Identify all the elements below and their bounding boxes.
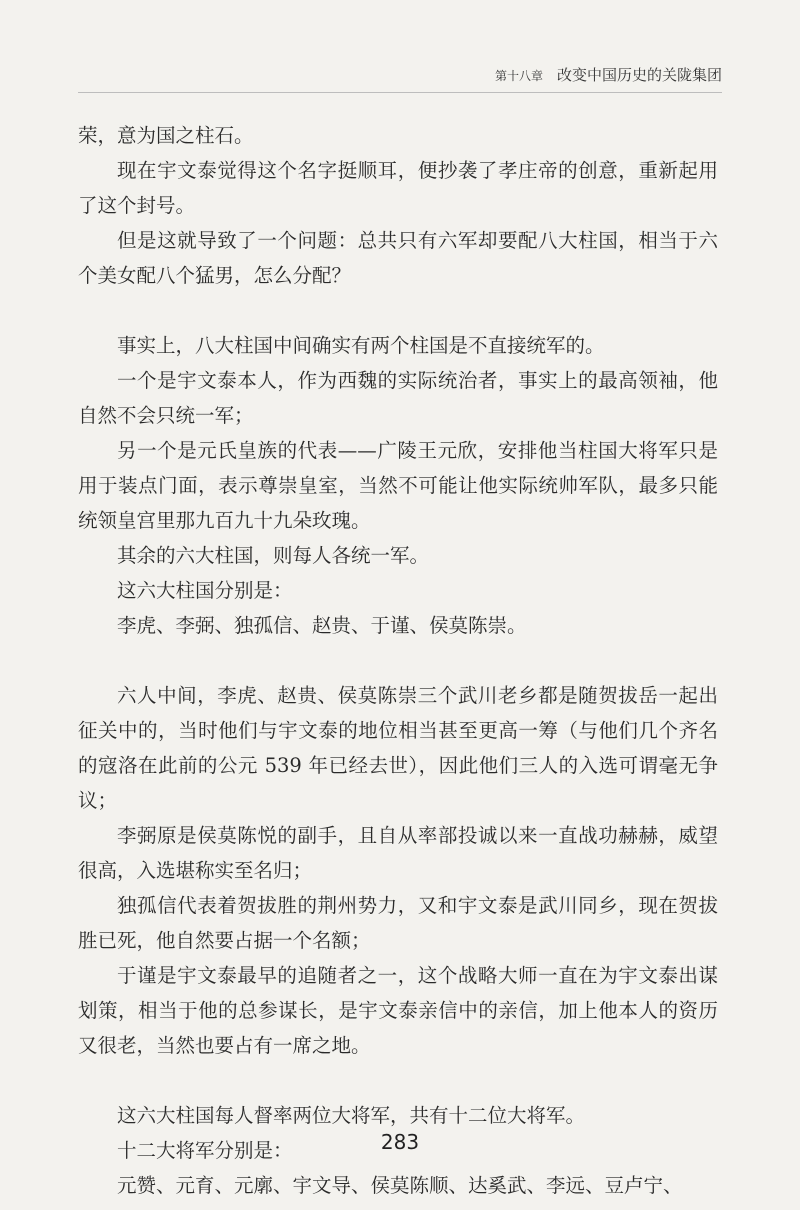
paragraph-7: 其余的六大柱国，则每人各统一军。 — [117, 544, 430, 567]
chapter-label: 第十八章 — [494, 69, 543, 83]
paragraph-12: 独孤信代表着贺拔胜的荆州势力，又和宇文泰是武川同乡，现在贺拔胜已死，他自然要占据一个名额； — [78, 894, 718, 952]
paragraph-5: 一个是宇文泰本人，作为西魏的实际统治者，事实上的最高领袖，他自然不会只统一军； — [78, 369, 718, 427]
paragraph-4: 事实上，八大柱国中间确实有两个柱国是不直接统军的。 — [117, 334, 605, 357]
book-title: 改变中国历史的关陇集团 — [556, 66, 722, 84]
paragraph-9: 李虎、李弼、独孤信、赵贵、于谨、侯莫陈崇。 — [117, 614, 527, 637]
paragraph-10: 六人中间，李虎、赵贵、侯莫陈崇三个武川老乡都是随贺拔岳一起出征关中的，当时他们与宇文泰的地位相当甚至更高一筹（与他们几个齐名的寇洛在此前的公元 539 年已经去世），因此他们三人的入选可谓毫无争议； — [78, 684, 718, 812]
paragraph-14: 这六大柱国每人督率两位大将军，共有十二位大将军。 — [117, 1104, 586, 1127]
running-header — [495, 64, 722, 85]
paragraph-2: 现在宇文泰觉得这个名字挺顺耳，便抄袭了孝庄帝的创意，重新起用了这个封号。 — [78, 159, 718, 217]
paragraph-1: 荣，意为国之柱石。 — [78, 124, 254, 147]
paragraph-11: 李弼原是侯莫陈悦的副手，且自从率部投诚以来一直战功赫赫，威望很高，入选堪称实至名归； — [78, 824, 718, 882]
paragraph-15: 十二大将军分别是： — [117, 1139, 293, 1162]
paragraph-8: 这六大柱国分别是： — [117, 579, 293, 602]
paragraph-3: 但是这就导致了一个问题：总共只有六军却要配八大柱国，相当于六个美女配八个猛男，怎么分配？ — [78, 229, 718, 287]
paragraph-6: 另一个是元氏皇族的代表——广陵王元欣，安排他当柱国大将军只是用于装点门面，表示尊崇皇室，当然不可能让他实际统帅军队，最多只能统领皇宫里那九百九十九朵玫瑰。 — [78, 439, 718, 532]
page-number: 283 — [380, 1130, 420, 1154]
paragraph-13: 于谨是宇文泰最早的追随者之一，这个战略大师一直在为宇文泰出谋划策，相当于他的总参谋长，是宇文泰亲信中的亲信，加上他本人的资历又很老，当然也要占有一席之地。 — [78, 964, 718, 1057]
body-text — [78, 118, 718, 1203]
paragraph-16: 元赞、元育、元廓、宇文导、侯莫陈顺、达奚武、李远、豆卢宁、 — [117, 1174, 683, 1197]
header-rule — [78, 92, 722, 93]
